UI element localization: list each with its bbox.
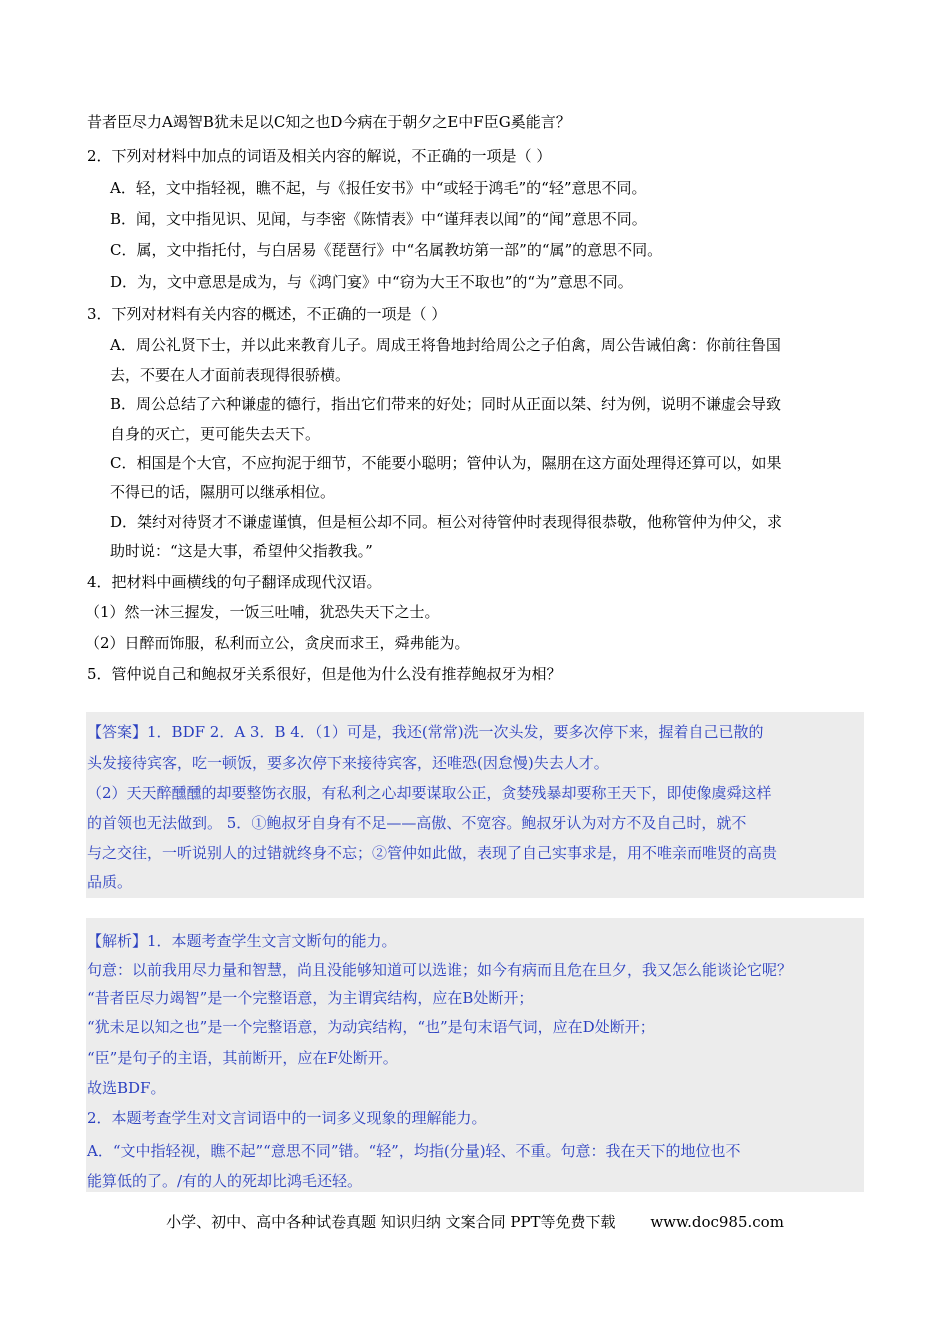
analysis-line-6: 故选BDF。 [87, 1079, 166, 1097]
analysis-line-2: 句意：以前我用尽力量和智慧，尚且没能够知道可以选谁；如今有病而且危在旦夕，我又怎么能谈论它呢？ [87, 961, 793, 979]
question-4-item-2: （2）日醉而饰服，私利而立公，贪戾而求王，舜弗能为。 [85, 634, 470, 652]
question-3-option-a-cont: 去，不要在人才面前表现得很骄横。 [110, 366, 351, 384]
question-3-option-b: B．周公总结了六种谦虚的德行，指出它们带来的好处；同时从正面以桀、纣为例，说明不谦虚会导致 [110, 395, 782, 413]
question-4-item-1: （1）然一沐三握发，一饭三吐哺，犹恐失天下之士。 [85, 603, 440, 621]
answer-line-2: 头发接待宾客，吃一顿饭，要多次停下来接待宾客，还唯恐(因怠慢)失去人才。 [87, 754, 609, 772]
analysis-line-1: 【解析】1．本题考查学生文言文断句的能力。 [87, 932, 397, 950]
question-5-stem: 5．管仲说自己和鲍叔牙关系很好，但是他为什么没有推荐鲍叔牙为相？ [87, 665, 562, 683]
answer-line-4: 的首领也无法做到。 5．①鲍叔牙自身有不足——高傲、不宽容。鲍叔牙认为对方不及自己时，就不 [87, 814, 747, 832]
question-4-stem: 4．把材料中画横线的句子翻译成现代汉语。 [87, 573, 382, 591]
analysis-line-8: A．“文中指轻视，瞧不起”“意思不同”错。“轻”，均指(分量)轻、不重。句意：我在天下的地位也不 [87, 1142, 741, 1160]
analysis-line-9: 能算低的了。/有的人的死却比鸿毛还轻。 [87, 1172, 363, 1190]
question-3-option-c-cont: 不得已的话，隰朋可以继承相位。 [110, 483, 336, 501]
question-2-option-a: A．轻，文中指轻视，瞧不起，与《报任安书》中“或轻于鸿毛”的“轻”意思不同。 [110, 179, 647, 197]
analysis-line-7: 2．本题考查学生对文言词语中的一词多义现象的理解能力。 [87, 1109, 487, 1127]
answer-line-3: （2）天天醉醺醺的却要整饬衣服，有私利之心却要谋取公正，贪婪残暴却要称王天下，即使像虞舜这样 [87, 784, 772, 802]
question-3-option-b-cont: 自身的灭亡，更可能失去天下。 [110, 425, 321, 443]
answer-line-1: 【答案】1．BDF 2．A 3．B 4．（1）可是，我还(常常)洗一次头发，要多次停下来，握着自己已散的 [87, 723, 764, 741]
footer-url[interactable]: www.doc985.com [650, 1213, 784, 1231]
question-2-stem: 2．下列对材料中加点的词语及相关内容的解说，不正确的一项是（ ） [87, 147, 552, 165]
analysis-line-3: “昔者臣尽力竭智”是一个完整语意，为主谓宾结构，应在B处断开； [87, 989, 534, 1007]
page-footer [0, 1212, 950, 1232]
analysis-line-5: “臣”是句子的主语，其前断开，应在F处断开。 [87, 1049, 398, 1067]
question-3-option-d: D．桀纣对待贤才不谦虚谨慎，但是桓公却不同。桓公对待管仲时表现得很恭敬，他称管仲为仲父，求 [110, 513, 783, 531]
question-3-option-c: C．相国是个大官，不应拘泥于细节，不能要小聪明；管仲认为，隰朋在这方面处理得还算可以，如果 [110, 454, 782, 472]
analysis-line-4: “犹未足以知之也”是一个完整语意，为动宾结构，“也”是句末语气词，应在D处断开； [87, 1018, 655, 1036]
question-3-option-d-cont: 助时说：“这是大事，希望仲父指教我。” [110, 542, 373, 560]
footer-text: 小学、初中、高中各种试卷真题 知识归纳 文案合同 PPT等免费下载 [166, 1213, 616, 1231]
question-2-option-b: B．闻，文中指见识、见闻，与李密《陈情表》中“谨拜表以闻”的“闻”意思不同。 [110, 210, 647, 228]
question-3-option-a: A．周公礼贤下士，并以此来教育儿子。周成王将鲁地封给周公之子伯禽，周公告诫伯禽：你前往鲁国 [110, 336, 781, 354]
question-2-option-c: C．属，文中指托付，与白居易《琵琶行》中“名属教坊第一部”的“属”的意思不同。 [110, 241, 663, 259]
punctuation-sentence: 昔者臣尽力A竭智B犹未足以C知之也D今病在于朝夕之E中F臣G奚能言？ [87, 113, 571, 131]
answer-line-6: 品质。 [87, 873, 133, 891]
question-3-stem: 3．下列对材料有关内容的概述，不正确的一项是（ ） [87, 305, 447, 323]
question-2-option-d: D．为，文中意思是成为，与《鸿门宴》中“窃为大王不取也”的“为”意思不同。 [110, 273, 633, 291]
answer-line-5: 与之交往，一听说别人的过错就终身不忘；②管仲如此做，表现了自己实事求是，用不唯亲而唯贤的高贵 [87, 844, 778, 862]
